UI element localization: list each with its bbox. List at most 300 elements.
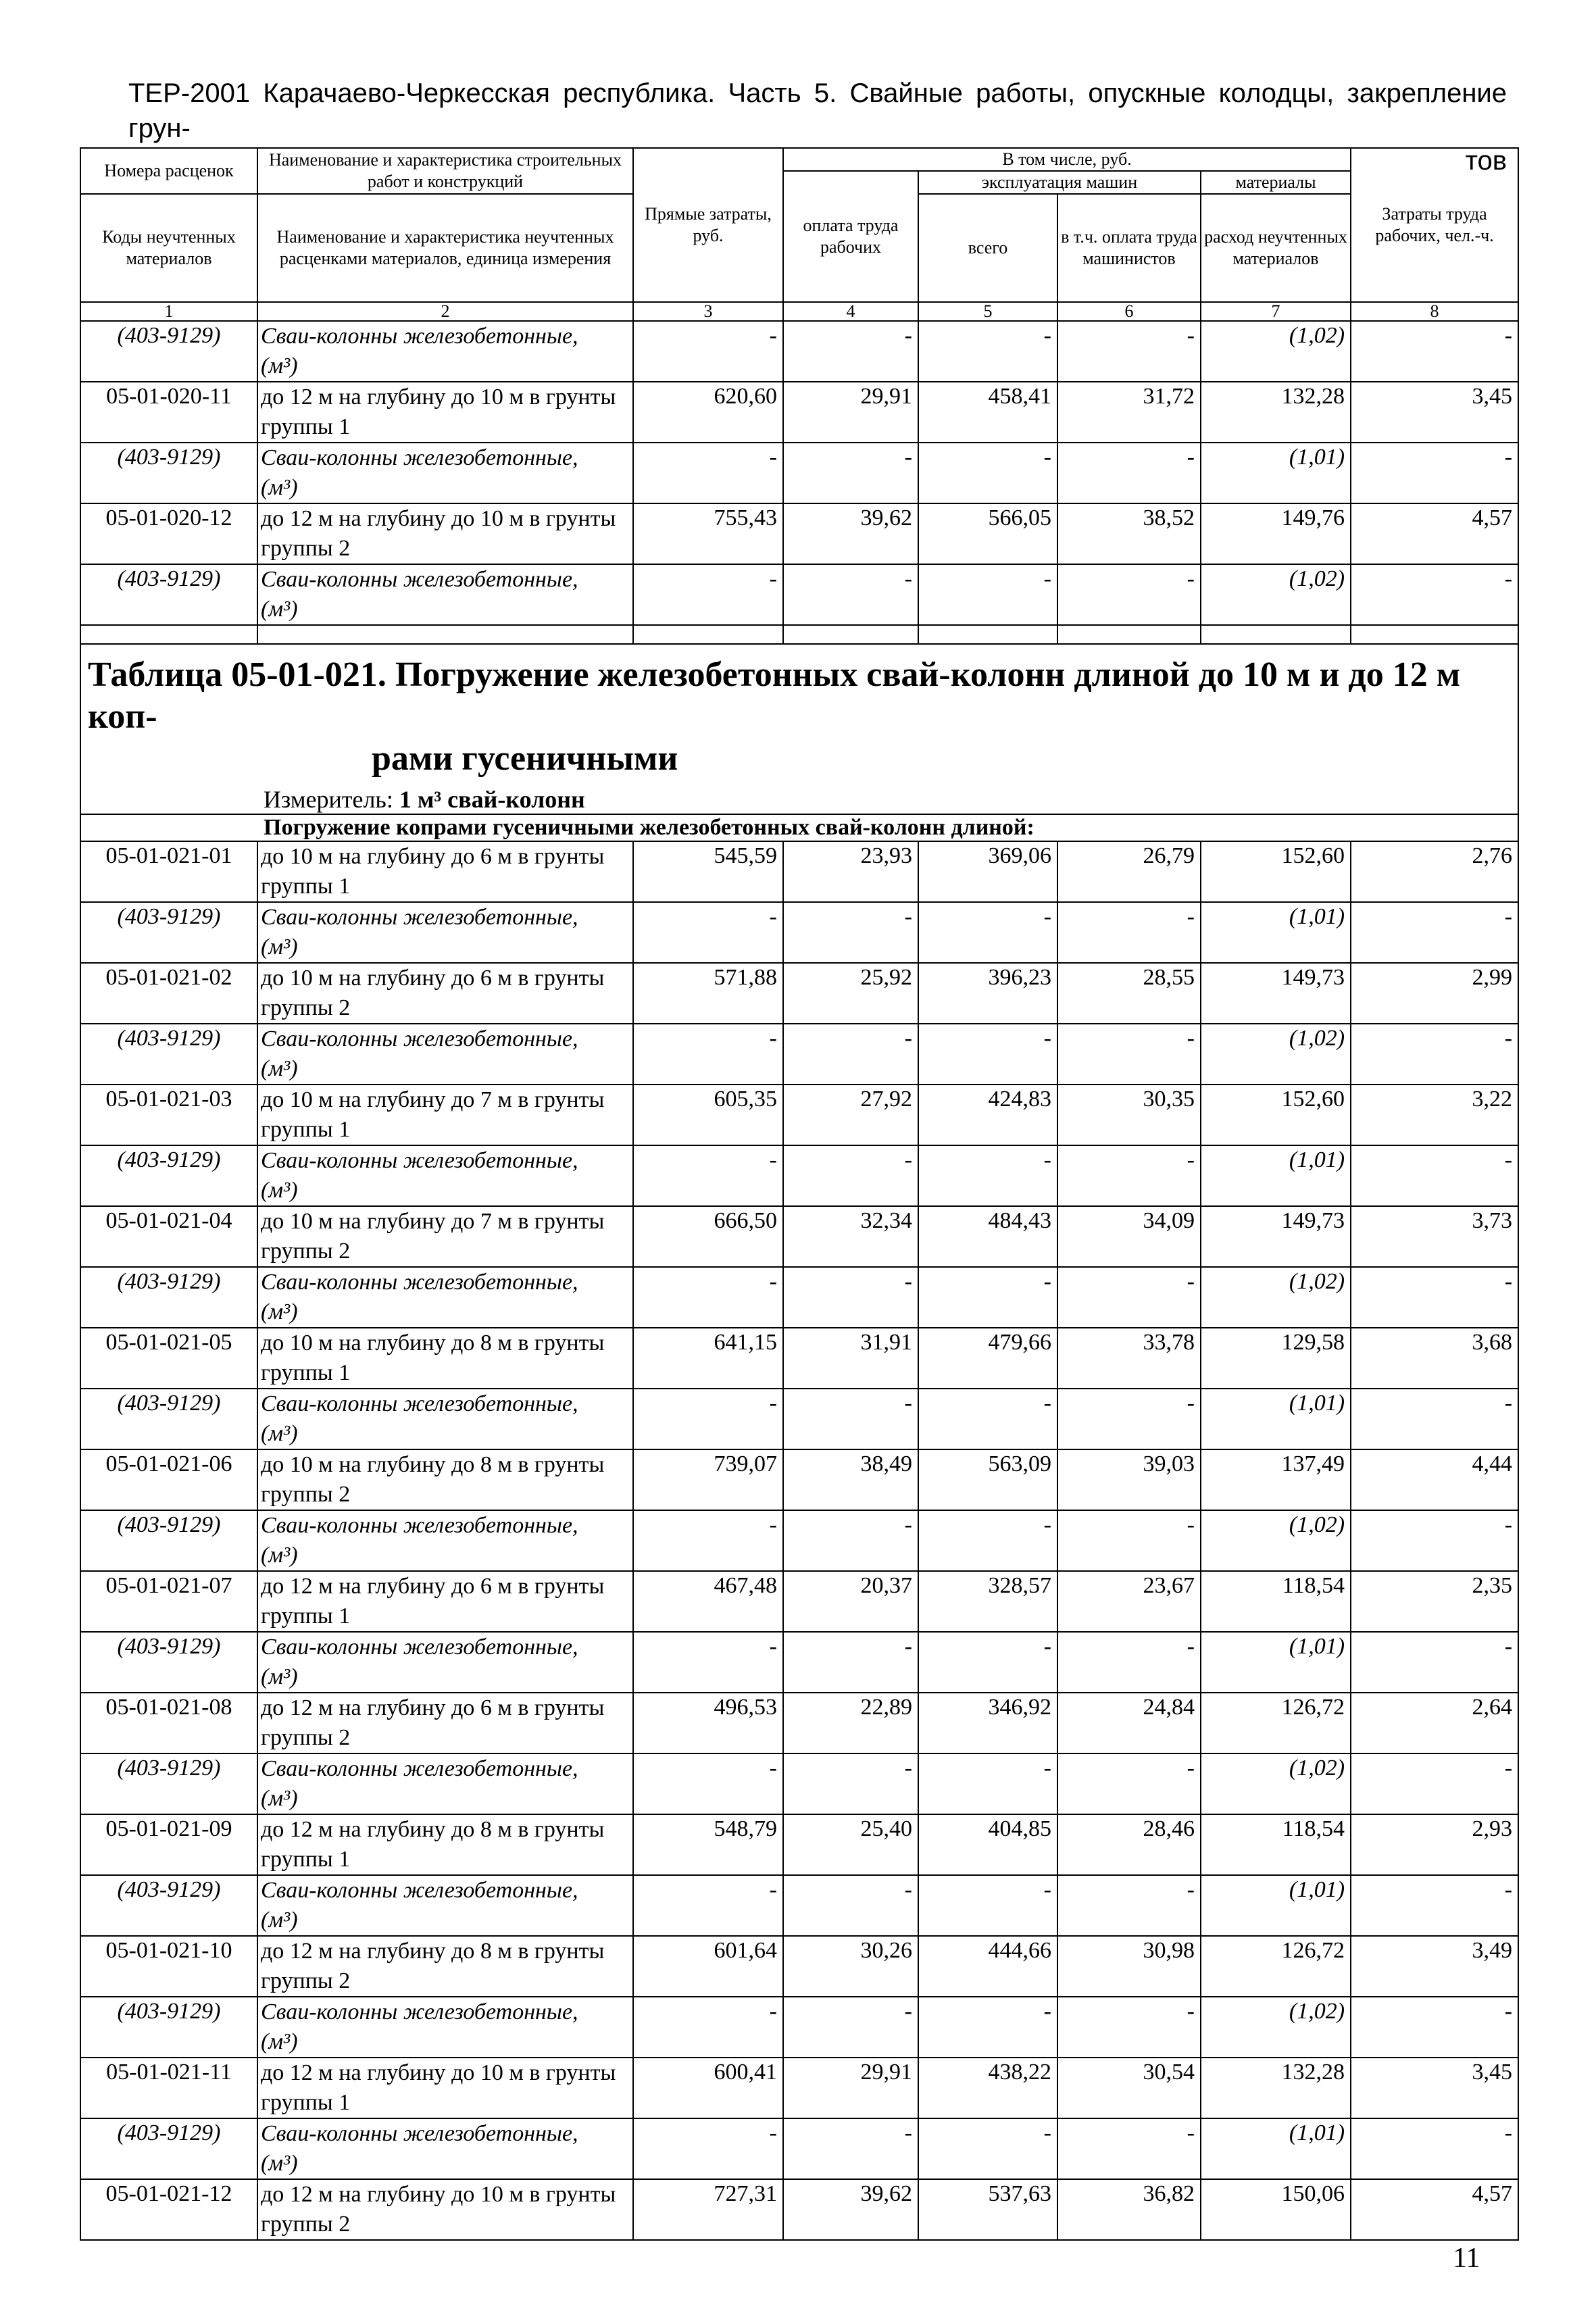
table-row — [80, 1328, 1518, 1389]
table-row — [80, 963, 1518, 1024]
material-unit: (м³) — [261, 597, 298, 622]
value-v7: (1,02) — [1201, 1510, 1351, 1571]
material-code: (403-9129) — [80, 321, 257, 382]
value-v4: - — [783, 443, 918, 503]
material-name: Сваи-колонны железобетонные, — [261, 1635, 578, 1660]
value-v4: - — [783, 1024, 918, 1085]
value-v8: 2,64 — [1351, 1693, 1518, 1753]
value-v8: - — [1351, 443, 1518, 503]
rate-description-text: до 12 м на глубину до 10 м в грунты группы 1 — [261, 2060, 616, 2115]
material-name: Сваи-колонны железобетонные, — [261, 1878, 578, 1903]
table-row — [80, 1693, 1518, 1753]
value-v7: 149,73 — [1201, 1206, 1351, 1267]
gap-cell — [783, 625, 918, 644]
value-v4: - — [783, 1997, 918, 2058]
rate-description — [257, 1206, 633, 1267]
value-v8: 3,49 — [1351, 1936, 1518, 1997]
value-v7: 152,60 — [1201, 1085, 1351, 1145]
value-v8: 3,73 — [1351, 1206, 1518, 1267]
value-v3: 666,50 — [633, 1206, 783, 1267]
table-row — [80, 1632, 1518, 1693]
value-v7: (1,01) — [1201, 1145, 1351, 1206]
rate-code: 05-01-021-10 — [80, 1936, 257, 1997]
value-v7: 126,72 — [1201, 1693, 1351, 1753]
gap-cell — [633, 625, 783, 644]
value-v8: 4,44 — [1351, 1449, 1518, 1510]
value-v4: 38,49 — [783, 1449, 918, 1510]
value-v4: 32,34 — [783, 1206, 918, 1267]
col-5-header: всего — [918, 194, 1057, 302]
value-v6: - — [1057, 1632, 1201, 1693]
value-v5: - — [918, 564, 1057, 625]
value-v5: 438,22 — [918, 2058, 1057, 2118]
material-description — [257, 564, 633, 625]
value-v7: 118,54 — [1201, 1571, 1351, 1632]
col-3-header: Прямые затраты, руб. — [633, 148, 783, 302]
table-row — [80, 503, 1518, 564]
table-row — [80, 2118, 1518, 2179]
material-code: (403-9129) — [80, 1632, 257, 1693]
value-v5: 563,09 — [918, 1449, 1057, 1510]
value-v7: (1,02) — [1201, 321, 1351, 382]
table-row — [80, 1389, 1518, 1449]
value-v3: 548,79 — [633, 1814, 783, 1875]
unit-label: Измеритель: — [264, 786, 393, 813]
gap-cell — [1201, 625, 1351, 644]
rate-description-text: до 12 м на глубину до 6 м в грунты группы 2 — [261, 1695, 605, 1750]
value-v5: 479,66 — [918, 1328, 1057, 1389]
table-row — [80, 382, 1518, 443]
value-v8: - — [1351, 1024, 1518, 1085]
value-v6: - — [1057, 1145, 1201, 1206]
value-v7: (1,02) — [1201, 1024, 1351, 1085]
material-name: Сваи-колонны железобетонные, — [261, 2121, 578, 2146]
unit-row — [80, 780, 1518, 814]
table-row — [80, 1145, 1518, 1206]
incl-header: В том числе, руб. — [783, 148, 1351, 171]
rate-code: 05-01-021-06 — [80, 1449, 257, 1510]
material-unit: (м³) — [261, 1786, 298, 1811]
table-row — [80, 564, 1518, 625]
value-v3: - — [633, 1875, 783, 1936]
value-v4: - — [783, 1267, 918, 1328]
value-v4: 31,91 — [783, 1328, 918, 1389]
col-number: 5 — [918, 302, 1057, 321]
value-v8: - — [1351, 1145, 1518, 1206]
value-v6: - — [1057, 1267, 1201, 1328]
rate-description-text: до 10 м на глубину до 6 м в грунты группы 1 — [261, 844, 605, 899]
table-row — [80, 902, 1518, 963]
value-v3: - — [633, 1024, 783, 1085]
value-v6: - — [1057, 564, 1201, 625]
value-v5: - — [918, 1267, 1057, 1328]
value-v7: 152,60 — [1201, 841, 1351, 902]
value-v3: 641,15 — [633, 1328, 783, 1389]
value-v5: - — [918, 1389, 1057, 1449]
value-v8: - — [1351, 1997, 1518, 2058]
rate-description — [257, 963, 633, 1024]
value-v3: 605,35 — [633, 1085, 783, 1145]
value-v3: 727,31 — [633, 2179, 783, 2240]
rate-description-text: до 12 м на глубину до 10 м в грунты группы 1 — [261, 384, 616, 439]
rate-description — [257, 1936, 633, 1997]
material-unit: (м³) — [261, 353, 298, 378]
value-v8: - — [1351, 1389, 1518, 1449]
material-code: (403-9129) — [80, 902, 257, 963]
table-row — [80, 1449, 1518, 1510]
value-v4: 27,92 — [783, 1085, 918, 1145]
rate-description-text: до 12 м на глубину до 10 м в грунты группы 2 — [261, 2182, 616, 2237]
value-v3: - — [633, 443, 783, 503]
value-v6: 33,78 — [1057, 1328, 1201, 1389]
value-v3: - — [633, 1632, 783, 1693]
value-v3: - — [633, 1997, 783, 2058]
value-v3: - — [633, 902, 783, 963]
value-v3: - — [633, 1267, 783, 1328]
rate-description — [257, 1814, 633, 1875]
value-v5: 484,43 — [918, 1206, 1057, 1267]
value-v8: 3,45 — [1351, 2058, 1518, 2118]
value-v6: 26,79 — [1057, 841, 1201, 902]
value-v7: (1,01) — [1201, 2118, 1351, 2179]
value-v8: 2,76 — [1351, 841, 1518, 902]
material-code: (403-9129) — [80, 1875, 257, 1936]
material-code: (403-9129) — [80, 443, 257, 503]
value-v3: - — [633, 321, 783, 382]
header-line-2: тов — [1465, 146, 1507, 176]
table-row — [80, 443, 1518, 503]
col-2-top-header: Наименование и характеристика строительных работ и конструкций — [257, 148, 633, 194]
gap-cell — [257, 625, 633, 644]
value-v7: (1,02) — [1201, 1753, 1351, 1814]
table-row — [80, 1936, 1518, 1997]
table-row — [80, 1753, 1518, 1814]
value-v6: 23,67 — [1057, 1571, 1201, 1632]
rate-description — [257, 1085, 633, 1145]
value-v8: 3,45 — [1351, 382, 1518, 443]
value-v6: - — [1057, 1753, 1201, 1814]
gap-cell — [80, 625, 257, 644]
rate-description — [257, 503, 633, 564]
table-row — [80, 1571, 1518, 1632]
value-v7: (1,01) — [1201, 443, 1351, 503]
value-v5: - — [918, 1753, 1057, 1814]
value-v3: - — [633, 1389, 783, 1449]
value-v4: - — [783, 902, 918, 963]
unit-cell — [80, 780, 1518, 814]
rate-code: 05-01-021-09 — [80, 1814, 257, 1875]
material-code: (403-9129) — [80, 1145, 257, 1206]
rate-code: 05-01-021-01 — [80, 841, 257, 902]
material-unit: (м³) — [261, 475, 298, 500]
gap-cell — [918, 625, 1057, 644]
value-v3: 620,60 — [633, 382, 783, 443]
value-v4: 29,91 — [783, 382, 918, 443]
value-v3: - — [633, 1510, 783, 1571]
value-v3: 755,43 — [633, 503, 783, 564]
rate-description-text: до 12 м на глубину до 10 м в грунты группы 2 — [261, 506, 616, 561]
value-v6: - — [1057, 1389, 1201, 1449]
value-v3: - — [633, 2118, 783, 2179]
table-row — [80, 1997, 1518, 2058]
value-v6: - — [1057, 1875, 1201, 1936]
rate-description — [257, 1449, 633, 1510]
table-title-line-1: Таблица 05-01-021. Погружение железобетонных свай-колонн длиной до 10 м и до 12 м коп- — [88, 655, 1461, 736]
material-description — [257, 1267, 633, 1328]
value-v5: - — [918, 1510, 1057, 1571]
value-v5: - — [918, 443, 1057, 503]
value-v7: 149,73 — [1201, 963, 1351, 1024]
rate-code: 05-01-021-05 — [80, 1328, 257, 1389]
rate-description-text: до 12 м на глубину до 8 м в грунты группы 2 — [261, 1939, 605, 1993]
col-4-header: оплата труда рабочих — [783, 171, 918, 302]
material-name: Сваи-колонны железобетонные, — [261, 1148, 578, 1173]
col-number: 3 — [633, 302, 783, 321]
material-description — [257, 1510, 633, 1571]
value-v6: - — [1057, 321, 1201, 382]
material-unit: (м³) — [261, 1908, 298, 1933]
value-v8: 4,57 — [1351, 2179, 1518, 2240]
rate-description — [257, 1693, 633, 1753]
table-title — [80, 644, 1518, 780]
rate-description — [257, 2179, 633, 2240]
col-6-header: в т.ч. оплата труда машинистов — [1057, 194, 1201, 302]
material-code: (403-9129) — [80, 1510, 257, 1571]
table-row — [80, 321, 1518, 382]
material-name: Сваи-колонны железобетонные, — [261, 1026, 578, 1051]
value-v5: - — [918, 1632, 1057, 1693]
col-number: 6 — [1057, 302, 1201, 321]
table-gap — [80, 625, 1518, 644]
value-v5: 444,66 — [918, 1936, 1057, 1997]
material-code: (403-9129) — [80, 1753, 257, 1814]
col-1-bottom-header: Коды неучтенных материалов — [80, 194, 257, 302]
value-v4: - — [783, 321, 918, 382]
value-v7: 132,28 — [1201, 382, 1351, 443]
table-row — [80, 2179, 1518, 2240]
value-v5: - — [918, 1024, 1057, 1085]
rate-description-text: до 10 м на глубину до 8 м в грунты группы 1 — [261, 1330, 605, 1385]
col-number: 8 — [1351, 302, 1518, 321]
col-2-bottom-header: Наименование и характеристика неучтенных расценками материалов, единица измерения — [257, 194, 633, 302]
rate-description-text: до 10 м на глубину до 8 м в грунты группы 2 — [261, 1452, 605, 1507]
rate-description-text: до 10 м на глубину до 7 м в грунты группы 1 — [261, 1087, 605, 1142]
value-v7: (1,02) — [1201, 1267, 1351, 1328]
value-v6: - — [1057, 1510, 1201, 1571]
rate-description — [257, 1571, 633, 1632]
material-unit: (м³) — [261, 2151, 298, 2176]
value-v5: 424,83 — [918, 1085, 1057, 1145]
value-v5: - — [918, 2118, 1057, 2179]
table-row — [80, 841, 1518, 902]
table-title-line-2: рами гусеничными — [372, 739, 678, 778]
value-v7: 137,49 — [1201, 1449, 1351, 1510]
value-v6: 38,52 — [1057, 503, 1201, 564]
col-7-header: расход неучтенных материалов — [1201, 194, 1351, 302]
rate-code: 05-01-020-12 — [80, 503, 257, 564]
material-unit: (м³) — [261, 1543, 298, 1568]
value-v3: 600,41 — [633, 2058, 783, 2118]
value-v7: 149,76 — [1201, 503, 1351, 564]
rate-description — [257, 382, 633, 443]
value-v5: 369,06 — [918, 841, 1057, 902]
value-v4: 29,91 — [783, 2058, 918, 2118]
value-v7: (1,02) — [1201, 564, 1351, 625]
value-v5: 537,63 — [918, 2179, 1057, 2240]
material-description — [257, 321, 633, 382]
value-v7: (1,01) — [1201, 1632, 1351, 1693]
table-row — [80, 1875, 1518, 1936]
material-unit: (м³) — [261, 1421, 298, 1446]
value-v4: 20,37 — [783, 1571, 918, 1632]
value-v8: - — [1351, 902, 1518, 963]
value-v5: 458,41 — [918, 382, 1057, 443]
value-v4: - — [783, 2118, 918, 2179]
value-v8: 3,68 — [1351, 1328, 1518, 1389]
value-v6: - — [1057, 443, 1201, 503]
value-v4: - — [783, 1753, 918, 1814]
column-numbers-row — [80, 302, 1518, 321]
value-v4: - — [783, 1145, 918, 1206]
col-number: 2 — [257, 302, 633, 321]
value-v8: 2,35 — [1351, 1571, 1518, 1632]
rate-description — [257, 841, 633, 902]
material-description — [257, 443, 633, 503]
material-name: Сваи-колонны железобетонные, — [261, 324, 578, 349]
value-v5: 404,85 — [918, 1814, 1057, 1875]
value-v5: 346,92 — [918, 1693, 1057, 1753]
material-description — [257, 902, 633, 963]
rate-code: 05-01-021-04 — [80, 1206, 257, 1267]
value-v6: 30,54 — [1057, 2058, 1201, 2118]
value-v6: - — [1057, 1997, 1201, 2058]
value-v6: 24,84 — [1057, 1693, 1201, 1753]
material-description — [257, 1389, 633, 1449]
value-v3: 571,88 — [633, 963, 783, 1024]
value-v6: 30,98 — [1057, 1936, 1201, 1997]
material-description — [257, 1997, 633, 2058]
value-v8: - — [1351, 1267, 1518, 1328]
value-v5: 396,23 — [918, 963, 1057, 1024]
value-v4: 30,26 — [783, 1936, 918, 1997]
value-v3: - — [633, 1753, 783, 1814]
value-v5: 566,05 — [918, 503, 1057, 564]
col-number: 7 — [1201, 302, 1351, 321]
value-v6: 28,46 — [1057, 1814, 1201, 1875]
value-v7: (1,01) — [1201, 1389, 1351, 1449]
gap-cell — [1351, 625, 1518, 644]
rate-code: 05-01-020-11 — [80, 382, 257, 443]
value-v6: - — [1057, 902, 1201, 963]
col-number: 1 — [80, 302, 257, 321]
material-unit: (м³) — [261, 1299, 298, 1324]
value-v5: - — [918, 321, 1057, 382]
material-name: Сваи-колонны железобетонные, — [261, 1270, 578, 1295]
section-row — [80, 814, 1518, 841]
value-v8: - — [1351, 1753, 1518, 1814]
rate-description-text: до 10 м на глубину до 7 м в грунты группы 2 — [261, 1209, 605, 1264]
rate-description-text: до 10 м на глубину до 6 м в грунты группы 2 — [261, 966, 605, 1020]
rate-code: 05-01-021-02 — [80, 963, 257, 1024]
value-v4: 25,40 — [783, 1814, 918, 1875]
value-v4: 23,93 — [783, 841, 918, 902]
value-v7: (1,01) — [1201, 902, 1351, 963]
value-v8: 4,57 — [1351, 503, 1518, 564]
value-v6: - — [1057, 1024, 1201, 1085]
rate-description-text: до 12 м на глубину до 8 м в грунты группы 1 — [261, 1817, 605, 1872]
material-unit: (м³) — [261, 1664, 298, 1689]
table-row — [80, 1814, 1518, 1875]
value-v7: (1,01) — [1201, 1875, 1351, 1936]
value-v6: 34,09 — [1057, 1206, 1201, 1267]
value-v8: 2,93 — [1351, 1814, 1518, 1875]
material-name: Сваи-колонны железобетонные, — [261, 1999, 578, 2024]
value-v3: 601,64 — [633, 1936, 783, 1997]
value-v3: 496,53 — [633, 1693, 783, 1753]
material-description — [257, 1632, 633, 1693]
value-v4: 39,62 — [783, 2179, 918, 2240]
material-code: (403-9129) — [80, 1024, 257, 1085]
value-v7: 118,54 — [1201, 1814, 1351, 1875]
rate-code: 05-01-021-08 — [80, 1693, 257, 1753]
value-v7: 129,58 — [1201, 1328, 1351, 1389]
table-row — [80, 1024, 1518, 1085]
col-1-top-header: Номера расценок — [80, 148, 257, 194]
material-unit: (м³) — [261, 1178, 298, 1203]
material-description — [257, 1024, 633, 1085]
value-v8: - — [1351, 1875, 1518, 1936]
material-name: Сваи-колонны железобетонные, — [261, 567, 578, 592]
value-v6: 28,55 — [1057, 963, 1201, 1024]
col-8-header: Затраты труда рабочих, чел.-ч. — [1351, 148, 1518, 302]
rate-code: 05-01-021-03 — [80, 1085, 257, 1145]
material-code: (403-9129) — [80, 1267, 257, 1328]
value-v4: 22,89 — [783, 1693, 918, 1753]
material-code: (403-9129) — [80, 1997, 257, 2058]
value-v4: - — [783, 1510, 918, 1571]
material-name: Сваи-колонны железобетонные, — [261, 1513, 578, 1538]
rate-description — [257, 2058, 633, 2118]
material-name: Сваи-колонны железобетонные, — [261, 1756, 578, 1781]
value-v3: 545,59 — [633, 841, 783, 902]
machines-header: эксплуатация машин — [918, 171, 1201, 194]
material-unit: (м³) — [261, 935, 298, 960]
rate-code: 05-01-021-07 — [80, 1571, 257, 1632]
col-number: 4 — [783, 302, 918, 321]
table-title-row — [80, 644, 1518, 780]
value-v3: 739,07 — [633, 1449, 783, 1510]
value-v5: - — [918, 1875, 1057, 1936]
section-title: Погружение копрами гусеничными железобетонных свай-колонн длиной: — [80, 814, 1518, 841]
value-v6: 30,35 — [1057, 1085, 1201, 1145]
value-v4: - — [783, 564, 918, 625]
material-code: (403-9129) — [80, 1389, 257, 1449]
table-row — [80, 1206, 1518, 1267]
material-description — [257, 1875, 633, 1936]
value-v7: 150,06 — [1201, 2179, 1351, 2240]
material-description — [257, 1145, 633, 1206]
rate-description-text: до 12 м на глубину до 6 м в грунты группы 1 — [261, 1574, 605, 1628]
material-name: Сваи-колонны железобетонные, — [261, 905, 578, 930]
material-unit: (м³) — [261, 2029, 298, 2054]
value-v8: 3,22 — [1351, 1085, 1518, 1145]
table-row — [80, 1085, 1518, 1145]
value-v7: 126,72 — [1201, 1936, 1351, 1997]
value-v4: - — [783, 1389, 918, 1449]
value-v8: - — [1351, 2118, 1518, 2179]
materials-header: материалы — [1201, 171, 1351, 194]
gap-cell — [1057, 625, 1201, 644]
